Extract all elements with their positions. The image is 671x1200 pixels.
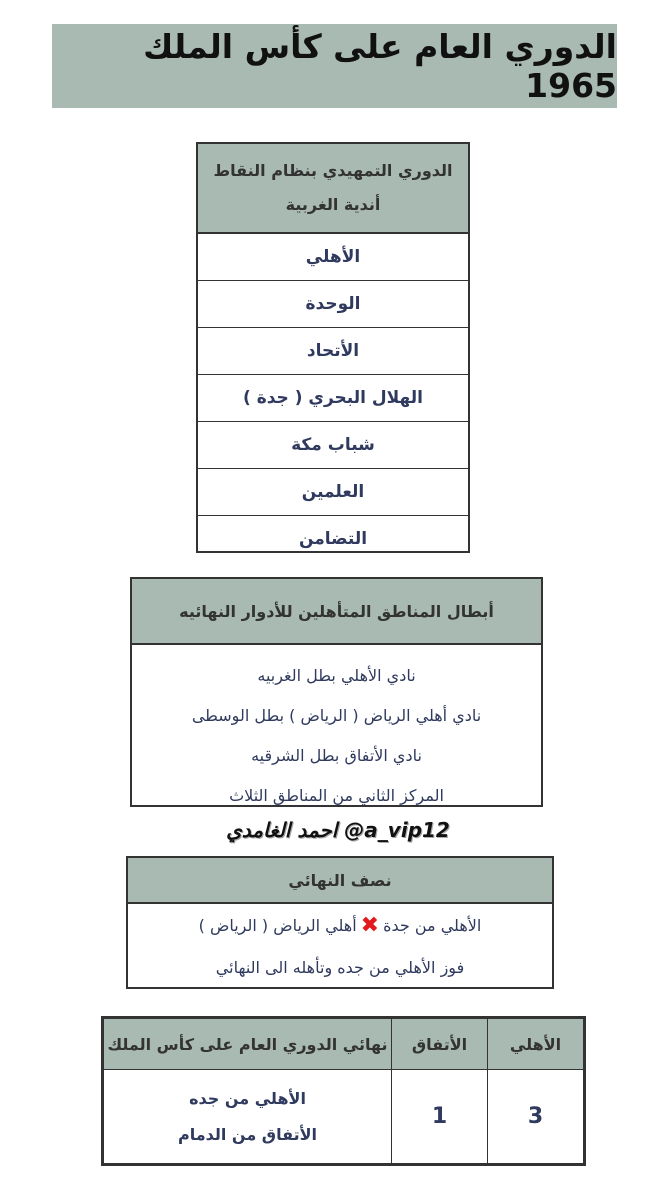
final-grid <box>103 1018 584 1164</box>
champion-line: نادي الأتفاق بطل الشرقيه <box>251 745 422 765</box>
final-col-title: نهائي الدوري العام على كأس الملك <box>104 1019 392 1070</box>
preliminary-table-header <box>198 144 468 234</box>
preliminary-header-line2: أندية الغربية <box>285 195 381 214</box>
club-name: الأتحاد <box>306 341 360 361</box>
club-row <box>198 422 468 469</box>
club-name: العلمين <box>301 482 365 502</box>
semifinal-team-left: الأهلي من جدة <box>383 915 482 935</box>
club-row <box>198 469 468 516</box>
regional-champions-header: أبطال المناطق المتأهلين للأدوار النهائيه <box>132 579 541 645</box>
final-team-1: الأهلي من جده <box>189 1089 306 1108</box>
club-row <box>198 516 468 562</box>
club-name: التضامن <box>298 529 368 549</box>
club-row <box>198 375 468 422</box>
club-name: الهلال البحري ( جدة ) <box>243 388 423 408</box>
regional-champions-table <box>130 577 543 807</box>
score-ahli: 3 <box>488 1070 584 1164</box>
final-table <box>101 1016 586 1166</box>
club-name: الوحدة <box>305 294 361 314</box>
champion-line: نادي الأهلي بطل الغربيه <box>257 665 416 685</box>
preliminary-header-line1: الدوري التمهيدي بنظام النقاط <box>213 161 453 180</box>
cross-mark-icon: ✖ <box>360 912 380 938</box>
page-title: الدوري العام على كأس الملك 1965 <box>143 27 617 105</box>
semifinal-result: فوز الأهلي من جده وتأهله الى النهائي <box>215 957 465 977</box>
title-banner <box>52 24 617 108</box>
club-name: شباب مكة <box>291 435 375 455</box>
semifinal-header: نصف النهائي <box>128 858 552 904</box>
club-row <box>198 234 468 281</box>
champion-line: نادي أهلي الرياض ( الرياض ) بطل الوسطى <box>191 705 482 725</box>
score-ettifaq: 1 <box>392 1070 488 1164</box>
final-col-ahli: الأهلي <box>488 1019 584 1070</box>
club-row <box>198 328 468 375</box>
semifinal-table <box>126 856 554 989</box>
author-signature: احمد الغامدي @a_vip12 <box>226 818 450 842</box>
preliminary-league-table <box>196 142 470 553</box>
final-team-2: الأتفاق من الدمام <box>177 1125 318 1144</box>
club-name: الأهلي <box>305 247 361 267</box>
final-teams <box>104 1070 392 1164</box>
final-col-ettifaq: الأتفاق <box>392 1019 488 1070</box>
semifinal-team-right: أهلي الرياض ( الرياض ) <box>198 915 357 935</box>
champion-line: المركز الثاني من المناطق الثلاث <box>229 785 444 805</box>
semifinal-match <box>128 904 552 946</box>
club-row <box>198 281 468 328</box>
